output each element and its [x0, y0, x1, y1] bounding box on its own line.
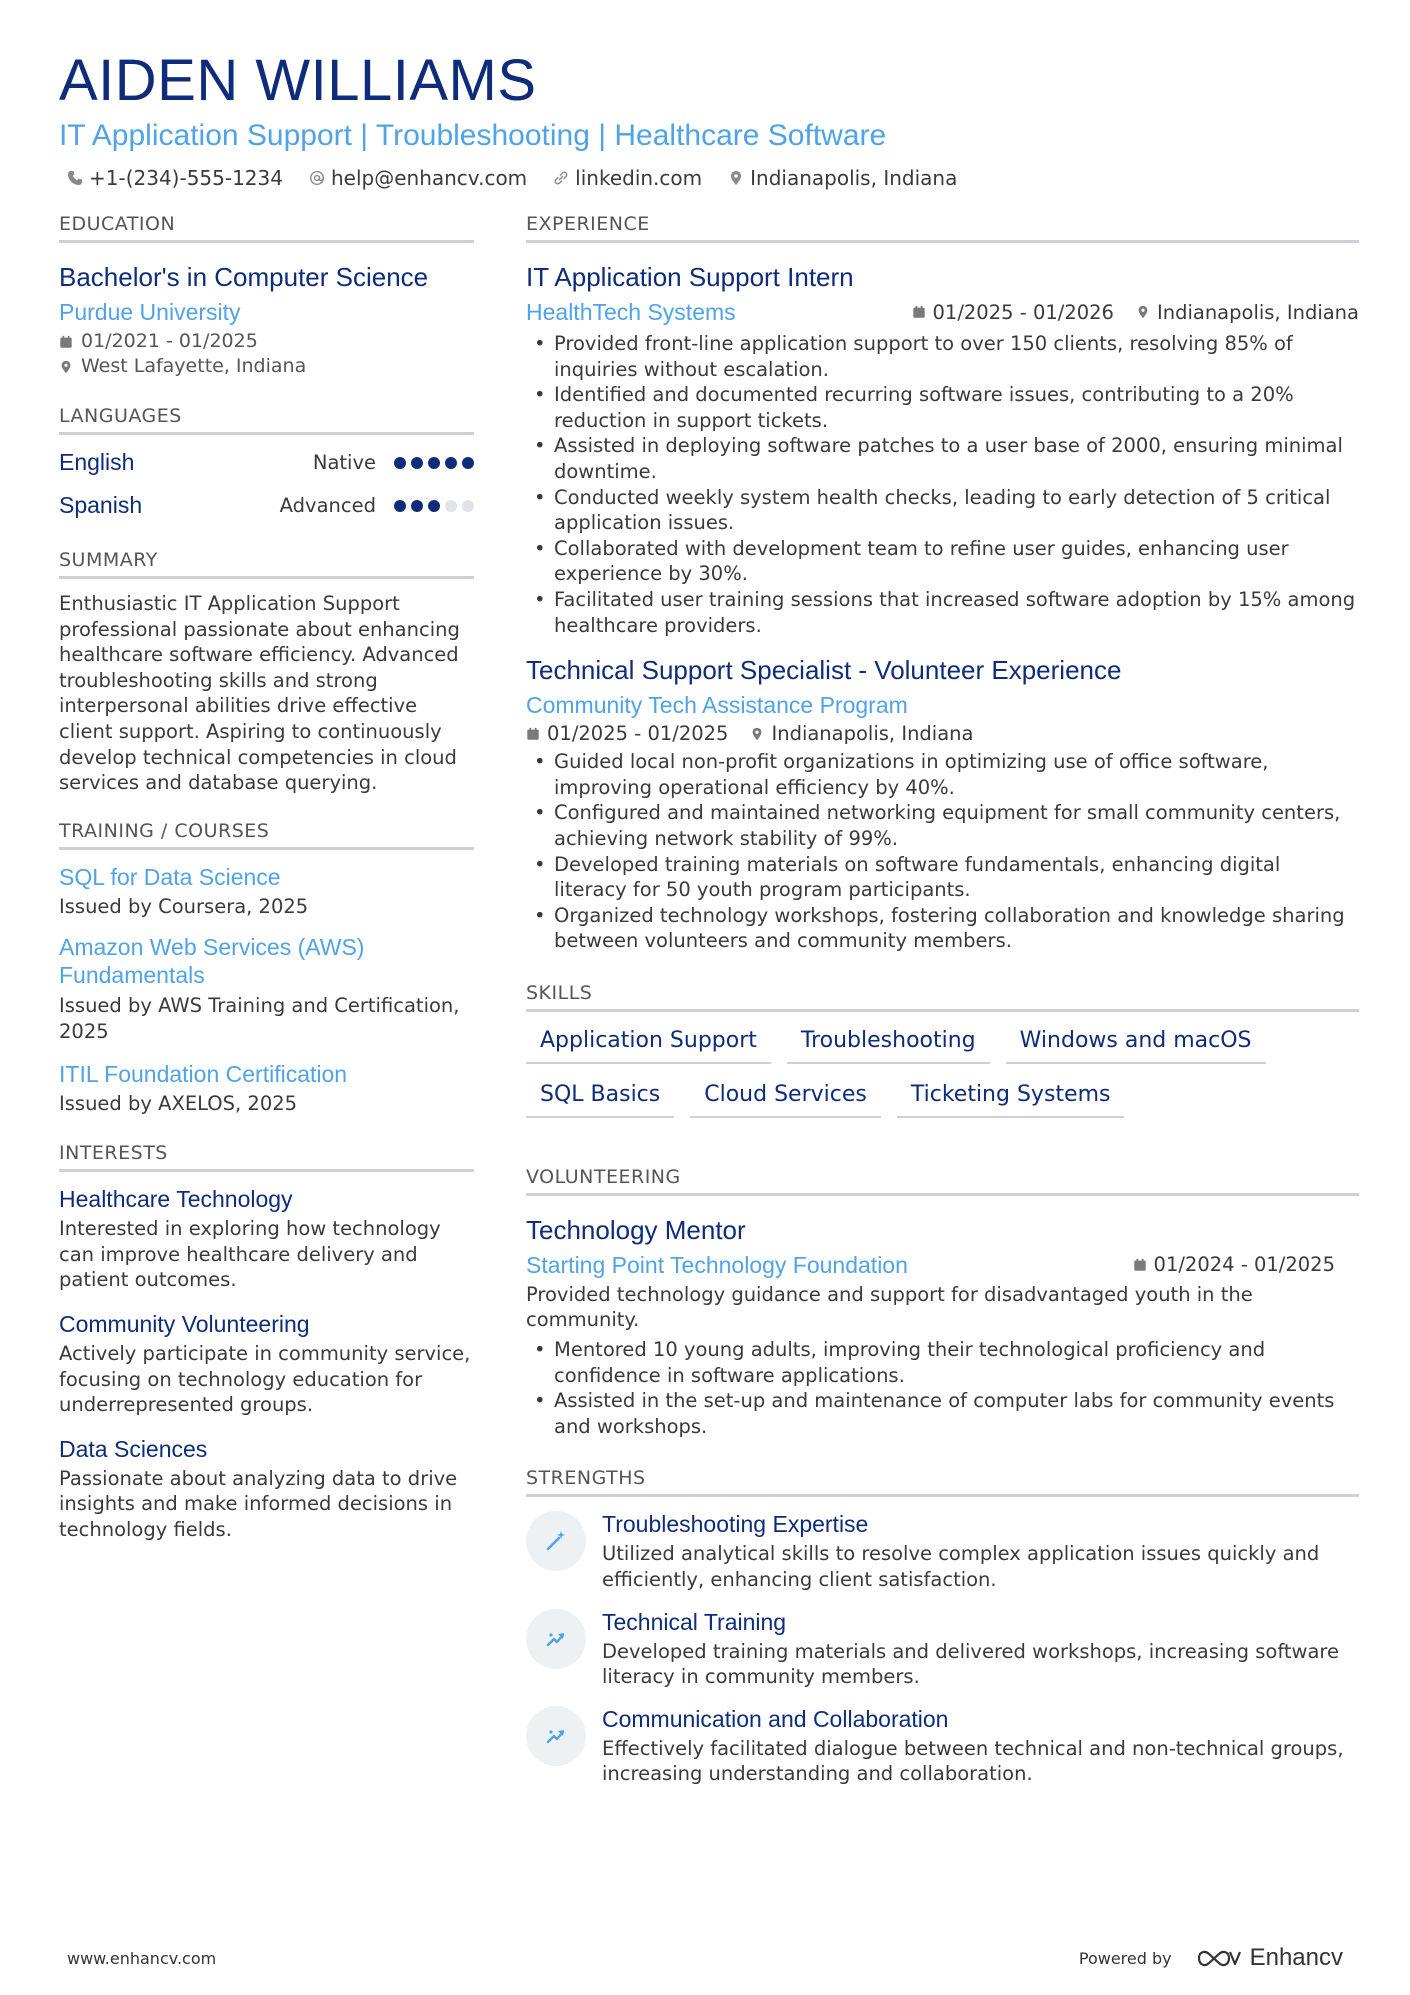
job-role: Technical Support Specialist - Volunteer Experience [526, 655, 1122, 686]
education-section [59, 213, 474, 379]
section-title: STRENGTHS [526, 1467, 1359, 1497]
course-issuer: Issued by AXELOS, 2025 [59, 1091, 298, 1115]
volunteer-org: Starting Point Technology Foundation [526, 1251, 908, 1278]
bullet-item: • Organized technology workshops, fostering collaboration and knowledge sharing between volunteers and community members. [526, 903, 1359, 954]
course-title: Amazon Web Services (AWS) Fundamentals [59, 934, 365, 989]
interest-title: Healthcare Technology [59, 1186, 293, 1213]
rating-dot [411, 500, 423, 512]
education-location [59, 354, 474, 379]
language-rating [394, 457, 474, 469]
trend-icon [543, 1626, 569, 1652]
section-title: LANGUAGES [59, 405, 474, 435]
school-name: Purdue University [59, 299, 241, 325]
interest-item [59, 1184, 474, 1293]
enhancv-logo-icon [1196, 1946, 1242, 1970]
strength-text: Utilized analytical skills to resolve complex application issues quickly and efficiently, enhancing client satisfaction. [602, 1542, 1320, 1592]
bullet-item: • Provided front-line application support to over 150 clients, resolving 85% of inquiries without escalation. [526, 331, 1359, 382]
volunteer-role: Technology Mentor [526, 1214, 746, 1245]
skill-tag: Application Support [526, 1024, 771, 1064]
rating-dot [445, 457, 457, 469]
dates-text: 01/2021 - 01/2025 [81, 330, 258, 352]
rating-dot [462, 457, 474, 469]
section-title: TRAINING / COURSES [59, 820, 474, 850]
bullet-item: • Collaborated with development team to refine user guides, enhancing user experience by 30%. [526, 536, 1359, 587]
email-text: help@enhancv.com [330, 166, 528, 190]
section-title: SKILLS [526, 982, 1359, 1012]
rating-dot [411, 457, 423, 469]
strength-text: Developed training materials and delivered workshops, increasing software literacy in community members. [602, 1639, 1339, 1689]
rating-dot [394, 457, 406, 469]
training-item [59, 1059, 474, 1117]
strength-text: Effectively facilitated dialogue between technical and non-technical groups, increasing understanding and collaboration. [602, 1736, 1344, 1786]
section-title: INTERESTS [59, 1142, 474, 1172]
rating-dot [462, 500, 474, 512]
strength-title: Troubleshooting Expertise [602, 1511, 869, 1538]
volunteer-dates [1133, 1253, 1335, 1276]
bullet-item: • Mentored 10 young adults, improving their technological proficiency and confidence in software applications. [526, 1337, 1359, 1388]
skills-section [526, 982, 1359, 1118]
job-location [750, 722, 973, 745]
skill-tag: Cloud Services [690, 1078, 881, 1118]
location-text: Indianapolis, Indiana [1156, 300, 1359, 324]
experience-item [526, 261, 1359, 638]
magic-wand-icon [543, 1528, 569, 1554]
contact-location [728, 166, 957, 190]
course-title: SQL for Data Science [59, 863, 281, 890]
job-role: IT Application Support Intern [526, 262, 854, 292]
strengths-section [526, 1467, 1359, 1787]
language-level: Native [312, 451, 376, 474]
languages-section [59, 405, 474, 527]
location-pin-icon [59, 360, 73, 374]
location-text: Indianapolis, Indiana [750, 166, 958, 190]
course-issuer: Issued by Coursera, 2025 [59, 894, 309, 918]
bullet-item: • Facilitated user training sessions that increased software adoption by 15% among healthcare providers. [526, 587, 1359, 638]
rating-dot [445, 500, 457, 512]
summary-section [59, 549, 474, 796]
bullet-item: • Conducted weekly system health checks, leading to early detection of 5 critical application issues. [526, 485, 1359, 536]
calendar-icon [1133, 1258, 1147, 1272]
strength-title: Technical Training [602, 1608, 787, 1635]
job-dates [912, 301, 1114, 324]
skills-list [526, 1024, 1359, 1118]
language-name: English [59, 449, 135, 475]
section-title: EDUCATION [59, 213, 474, 243]
job-dates [526, 722, 728, 745]
interest-item [59, 1309, 474, 1418]
rating-dot [394, 500, 406, 512]
location-pin-icon [1136, 305, 1150, 319]
bullet-item: • Assisted in deploying software patches to a user base of 2000, ensuring minimal downtime. [526, 433, 1359, 484]
interest-title: Community Volunteering [59, 1310, 310, 1337]
interest-text: Interested in exploring how technology can improve healthcare delivery and patient outcomes. [59, 1217, 441, 1292]
skill-tag: SQL Basics [526, 1078, 674, 1118]
location-pin-icon [728, 170, 744, 186]
strength-title: Communication and Collaboration [602, 1705, 949, 1732]
interest-title: Data Sciences [59, 1435, 208, 1462]
contact-email[interactable] [309, 166, 527, 190]
contact-linkedin[interactable] [553, 166, 702, 190]
bullet-item: • Guided local non-profit organizations in optimizing use of office software, improving operational efficiency by 40%. [526, 749, 1359, 800]
strength-item [526, 1704, 1359, 1787]
left-column [59, 213, 474, 1542]
location-text: West Lafayette, Indiana [81, 355, 307, 377]
resume-header [59, 48, 1359, 190]
company-name: Community Tech Assistance Program [526, 692, 908, 719]
language-row [59, 484, 474, 527]
language-level: Advanced [279, 494, 376, 517]
section-title: VOLUNTEERING [526, 1166, 1359, 1196]
trend-icon [543, 1723, 569, 1749]
calendar-icon [912, 305, 926, 319]
language-row [59, 441, 474, 484]
strength-item [526, 1607, 1359, 1690]
brand-logo[interactable] [1196, 1944, 1343, 1972]
dates-text: 01/2025 - 01/2026 [932, 300, 1114, 324]
footer-website[interactable]: www.enhancv.com [67, 1948, 217, 1968]
bullet-item: • Assisted in the set-up and maintenance of computer labs for community events and workshops. [526, 1388, 1359, 1439]
candidate-name: AIDEN WILLIAMS [59, 48, 537, 113]
degree-title: Bachelor's in Computer Science [59, 262, 429, 292]
candidate-title: IT Application Support | Troubleshooting | Healthcare Software [59, 119, 887, 152]
job-location [1136, 301, 1359, 324]
location-text: Indianapolis, Indiana [771, 722, 974, 746]
contact-phone[interactable] [67, 166, 283, 190]
section-title: SUMMARY [59, 549, 474, 579]
rating-dot [428, 500, 440, 512]
job-bullets [526, 331, 1359, 638]
location-pin-icon [750, 727, 764, 741]
bullet-item: • Configured and maintained networking equipment for small community centers, achieving network stability of 99%. [526, 800, 1359, 851]
training-item [59, 862, 474, 920]
education-dates [59, 329, 474, 354]
language-rating [394, 500, 474, 512]
volunteering-section [526, 1166, 1359, 1440]
training-section [59, 820, 474, 1116]
interest-item [59, 1434, 474, 1543]
company-name: HealthTech Systems [526, 299, 736, 325]
course-issuer: Issued by AWS Training and Certification, 2025 [59, 994, 460, 1043]
experience-item [526, 654, 1359, 954]
skill-tag: Troubleshooting [787, 1024, 990, 1064]
language-name: Spanish [59, 492, 143, 518]
phone-text: +1-(234)-555-1234 [89, 166, 283, 190]
brand-name: Enhancv [1249, 1944, 1343, 1971]
bullet-item: • Developed training materials on software fundamentals, enhancing digital literacy for 50 youth program participants. [526, 852, 1359, 903]
page-footer [67, 1944, 1343, 1972]
dates-text: 01/2024 - 01/2025 [1153, 1253, 1335, 1277]
skill-tag: Windows and macOS [1006, 1024, 1266, 1064]
volunteer-bullets [526, 1337, 1359, 1439]
dates-text: 01/2025 - 01/2025 [547, 722, 729, 746]
calendar-icon [526, 727, 540, 741]
skill-tag: Ticketing Systems [897, 1078, 1125, 1118]
interests-section [59, 1142, 474, 1542]
phone-icon [67, 170, 83, 186]
strength-item [526, 1509, 1359, 1592]
training-item [59, 933, 474, 1044]
course-title: ITIL Foundation Certification [59, 1060, 348, 1087]
linkedin-text: linkedin.com [575, 166, 703, 190]
contact-row [59, 166, 1359, 190]
calendar-icon [59, 335, 73, 349]
volunteer-description: Provided technology guidance and support for disadvantaged youth in the community. [526, 1282, 1253, 1332]
interest-text: Passionate about analyzing data to drive insights and make informed decisions in technology fields. [59, 1466, 458, 1541]
summary-text: Enthusiastic IT Application Support professional passionate about enhancing healthcare software efficiency. Advanced troubleshooting skills and strong interpersonal abilities drive effective client support. Aspiring to continuously develop technical competencies in cloud services and database querying. [59, 592, 460, 795]
interest-text: Actively participate in community service, focusing on technology education for underrepresented groups. [59, 1341, 471, 1417]
rating-dot [428, 457, 440, 469]
bullet-item: • Identified and documented recurring software issues, contributing to a 20% reduction in support tickets. [526, 382, 1359, 433]
powered-by-label: Powered by [1078, 1948, 1172, 1968]
experience-section [526, 213, 1359, 954]
right-column [526, 213, 1359, 1801]
at-icon [309, 170, 325, 186]
job-bullets [526, 749, 1359, 954]
section-title: EXPERIENCE [526, 213, 1359, 243]
link-icon [553, 170, 569, 186]
